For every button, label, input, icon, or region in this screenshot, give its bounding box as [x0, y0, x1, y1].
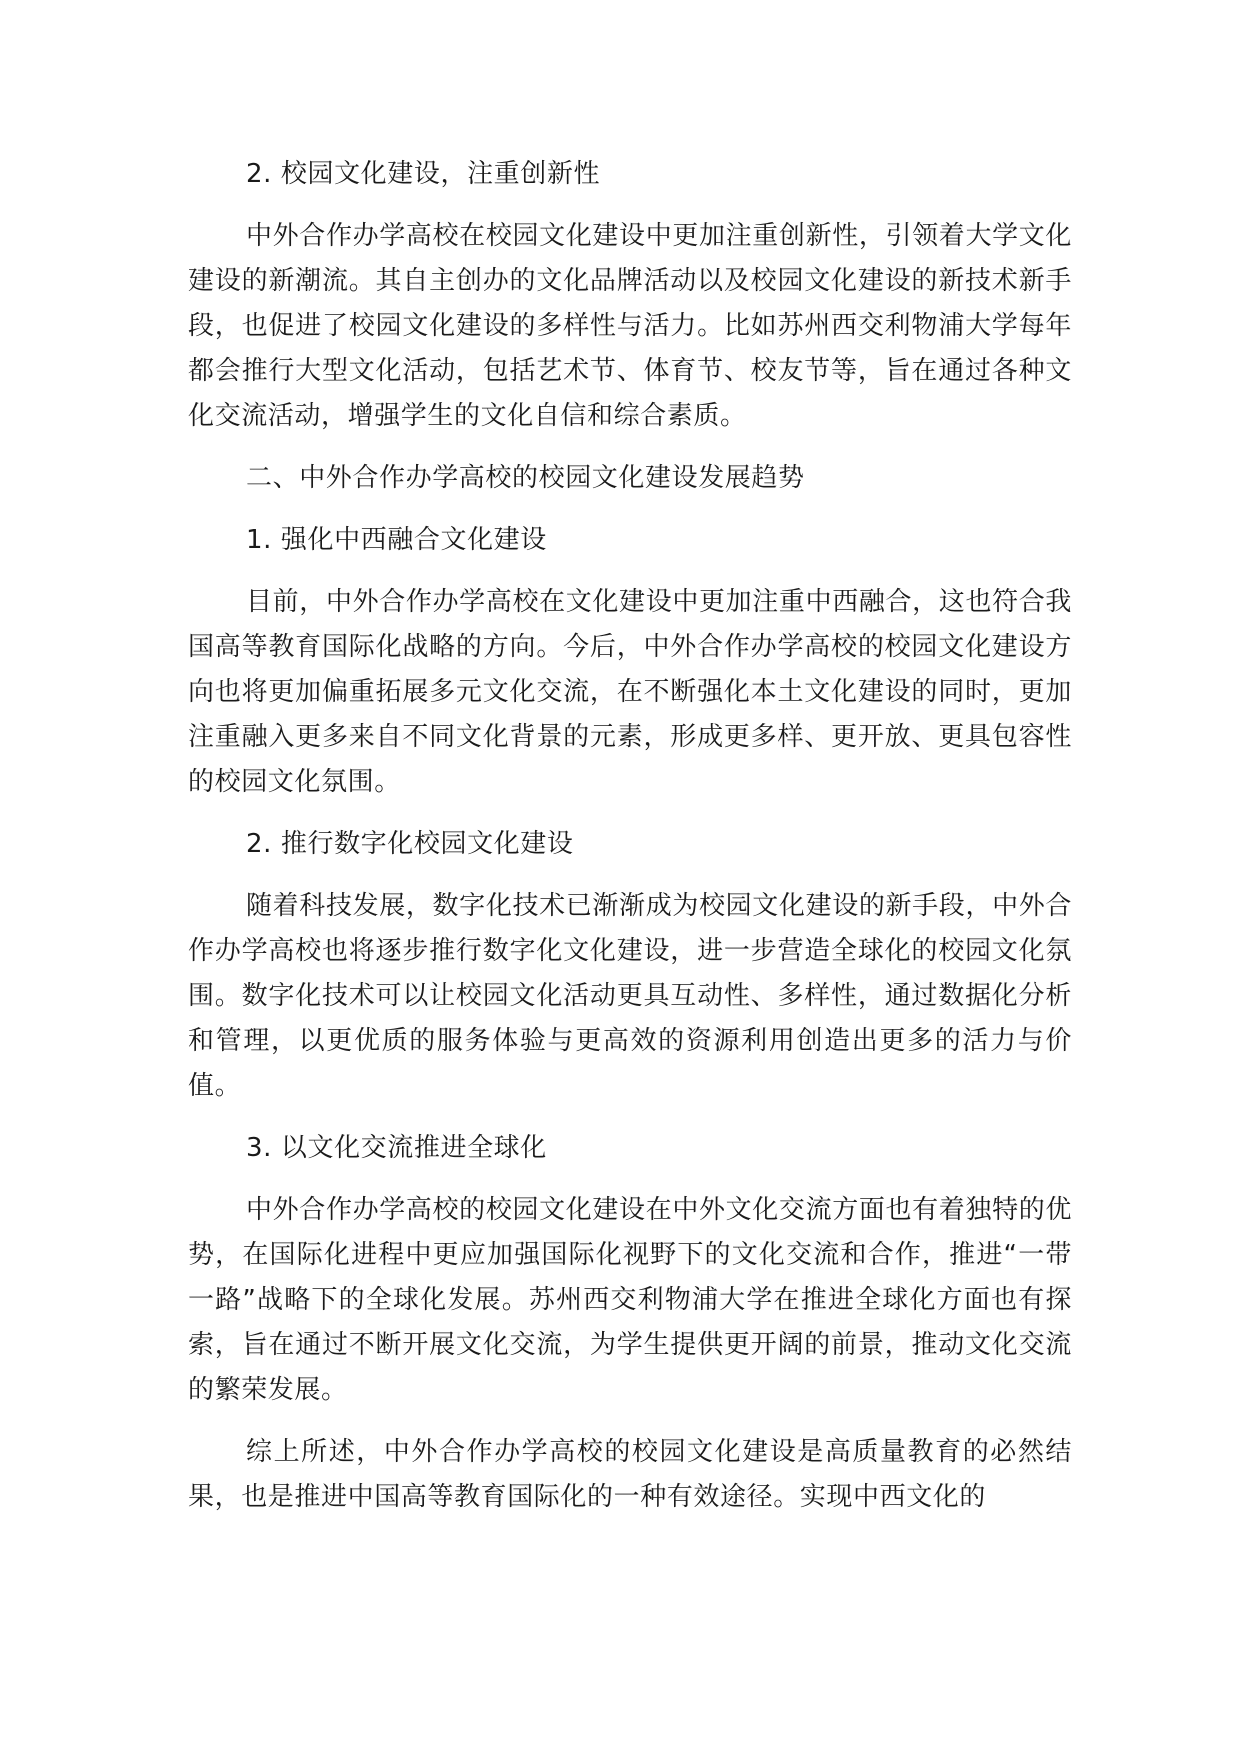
section-heading-digital: 2. 推行数字化校园文化建设 [246, 829, 574, 859]
document-body [188, 152, 1072, 1537]
paragraph-globalization: 中外合作办学高校的校园文化建设在中外文化交流方面也有着独特的优势，在国际化进程中更应加强国际化视野下的文化交流和合作，推进“一带一路”战略下的全球化发展。苏州西交利物浦大学在推进全球化方面也有探索，旨在通过不断开展文化交流，为学生提供更开阔的前景，推动文化交流的繁荣发展。 [188, 1195, 1072, 1405]
section-heading-campus-innovation: 2. 校园文化建设，注重创新性 [246, 159, 601, 189]
section-heading-globalization: 3. 以文化交流推进全球化 [246, 1133, 547, 1163]
section-heading-fusion: 1. 强化中西融合文化建设 [246, 525, 547, 555]
paragraph-conclusion: 综上所述，中外合作办学高校的校园文化建设是高质量教育的必然结果，也是推进中国高等教育国际化的一种有效途径。实现中西文化的 [188, 1437, 1072, 1512]
paragraph-innovation: 中外合作办学高校在校园文化建设中更加注重创新性，引领着大学文化建设的新潮流。其自主创办的文化品牌活动以及校园文化建设的新技术新手段，也促进了校园文化建设的多样性与活力。比如苏州西交利物浦大学每年都会推行大型文化活动，包括艺术节、体育节、校友节等，旨在通过各种文化交流活动，增强学生的文化自信和综合素质。 [188, 221, 1072, 431]
paragraph-fusion: 目前，中外合作办学高校在文化建设中更加注重中西融合，这也符合我国高等教育国际化战略的方向。今后，中外合作办学高校的校园文化建设方向也将更加偏重拓展多元文化交流，在不断强化本土文化建设的同时，更加注重融入更多来自不同文化背景的元素，形成更多样、更开放、更具包容性的校园文化氛围。 [188, 587, 1072, 797]
paragraph-digital: 随着科技发展，数字化技术已渐渐成为校园文化建设的新手段，中外合作办学高校也将逐步推行数字化文化建设，进一步营造全球化的校园文化氛围。数字化技术可以让校园文化活动更具互动性、多样性，通过数据化分析和管理，以更优质的服务体验与更高效的资源利用创造出更多的活力与价值。 [188, 891, 1072, 1101]
chapter-heading-trends: 二、中外合作办学高校的校园文化建设发展趋势 [246, 463, 805, 493]
